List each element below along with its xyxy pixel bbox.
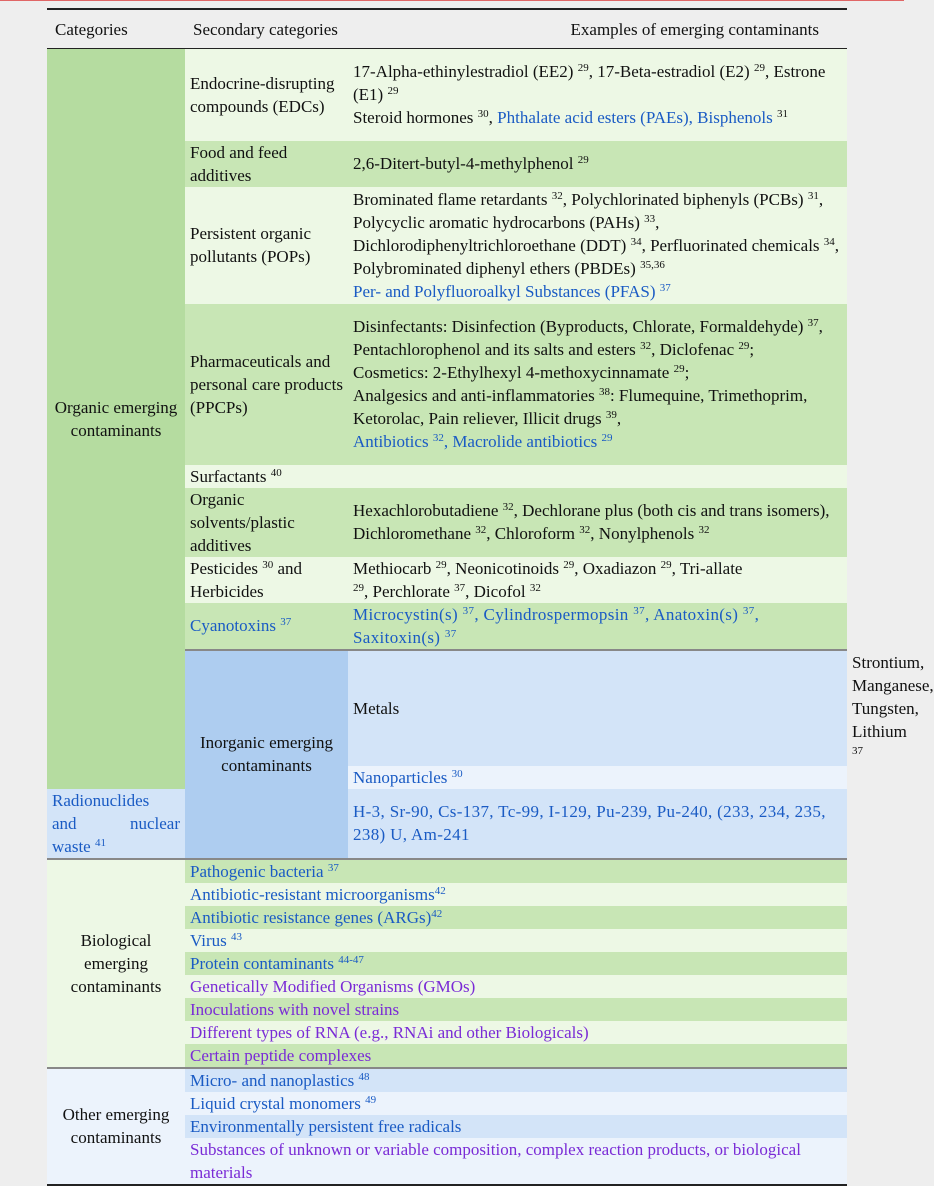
examples-solvents: Hexachlorobutadiene $^{32}$, Dechlorane plus (both cis and trans isomers), Dichloromethane $^{32}$, Chloroform $^{32}$, Nonylphenols $^{32}$ — [353, 501, 830, 543]
bio-inoculations: Inoculations with novel strains — [190, 999, 400, 1019]
examples-radionuclides: H-3, Sr-90, Cs-137, Tc-99, I-129, Pu-239, Pu-240, (233, 234, 235, 238) U, Am-241 — [353, 802, 826, 844]
category-organic: Organic emerging contaminants — [47, 49, 185, 789]
other-micro-nanoplastics: Micro- and nanoplastics $^{48}$ — [185, 1068, 847, 1092]
other-free-radicals: Environmentally persistent free radicals — [190, 1116, 462, 1136]
header-secondary-label: Secondary categories — [193, 19, 338, 39]
secondary-pops: Persistent organic pollutants (POPs) — [190, 224, 312, 266]
bio-rna-types: Different types of RNA (e.g., RNAi and other Biologicals) — [190, 1022, 589, 1042]
table-row — [47, 859, 847, 883]
bio-protein-contaminants: Protein contaminants $^{44-47}$ — [190, 953, 364, 973]
header-categories: Categories — [47, 9, 185, 49]
secondary-edcs: Endocrine-disrupting compounds (EDCs) — [190, 73, 335, 116]
bio-virus: Virus $^{43}$ — [190, 930, 243, 950]
category-inorganic: Inorganic emerging contaminants — [185, 650, 348, 859]
bio-gmos: Genetically Modified Organisms (GMOs) — [190, 976, 476, 996]
bio-pathogenic-bacteria: Pathogenic bacteria $^{37}$ — [185, 859, 847, 883]
table-row — [47, 1068, 847, 1092]
table-row: Inorganic emerging contaminants Metals Strontium, Manganese, Tungsten, Lithium $^{37}$ — [47, 650, 847, 766]
bio-peptide-complexes: Certain peptide complexes — [190, 1045, 372, 1065]
category-biological: Biological emerging contaminants — [47, 859, 185, 1068]
table-row — [47, 789, 847, 859]
category-other: Other emerging contaminants — [47, 1068, 185, 1185]
bio-antibiotic-resistant-microorganisms: Antibiotic-resistant microorganisms$^{42}$ — [190, 884, 446, 904]
secondary-surfactants: Surfactants $^{40}$ — [190, 466, 282, 486]
top-accent-line — [0, 0, 904, 1]
header-secondary — [185, 9, 847, 49]
secondary-metals: Metals — [348, 650, 847, 766]
secondary-nanoparticles: Nanoparticles $^{30}$ — [353, 767, 463, 787]
examples-food-feed: 2,6-Ditert-butyl-4-methylphenol $^{29}$ — [353, 154, 589, 173]
examples-pesticides: Methiocarb $^{29}$, Neonicotinoids $^{29}$, Oxadiazon $^{29}$, Tri-allate $^{29}$, Perchlorate $^{37}$, Dicofol $^{32}$ — [353, 558, 743, 601]
secondary-cyanotoxins: Cyanotoxins $^{37}$ — [190, 616, 292, 635]
examples-edcs: 17-Alpha-ethinylestradiol (EE2) $^{29}$, 17-Beta-estradiol (E2) $^{29}$, Estrone (E1) $^{29}$ Steroid hormones $^{30}$, Phthalate acid esters (PAEs), Bisphenols $^{31}$ — [353, 62, 826, 128]
secondary-ppcps: Pharmaceuticals and personal care products (PPCPs) — [190, 351, 343, 417]
table-row — [47, 49, 847, 141]
secondary-solvents: Organic solvents/plastic additives — [190, 489, 295, 555]
examples-ppcps: Disinfectants: Disinfection (Byproducts, Chlorate, Formaldehyde) $^{37}$, Pentachlorophenol and its salts and esters $^{32}$, Diclofenac $^{29}$; Cosmetics: 2-Ethylhexyl 4-methoxycinnamate $^{29}$; Analgesics and anti-inflammatories $^{38}$: Flumequine, Trimethoprim, Ketorolac, Pain reliever, Illicit drugs $^{39}$, Antibiotics $^{32}$, Macrolide antibiotics $^{29}$ — [353, 317, 823, 451]
secondary-pesticides: Pesticides $^{30}$ and Herbicides — [190, 558, 303, 601]
emerging-contaminants-table — [47, 8, 934, 1186]
bio-args: Antibiotic resistance genes (ARGs)$^{42}$ — [190, 907, 443, 927]
other-liquid-crystal-monomers: Liquid crystal monomers $^{49}$ — [190, 1093, 377, 1113]
secondary-radionuclides: Radionuclides and nuclear waste $^{41}$ — [52, 790, 180, 856]
header-examples: Examples of emerging contaminants — [570, 20, 820, 39]
examples-pops: Brominated flame retardants $^{32}$, Polychlorinated biphenyls (PCBs) $^{31}$, Polycyclic aromatic hydrocarbons (PAHs) $^{33}$, Dichlorodiphenyltrichloroethane (DDT) $^{34}$, Perfluorinated chemicals $^{34}$, Polybrominated diphenyl ethers (PBDEs) $^{35,36}$ Per- and Polyfluoroalkyl Substances (PFAS) $^{37}$ — [353, 189, 840, 301]
secondary-food-feed: Food and feed additives — [190, 142, 288, 185]
other-uvcb-substances: Substances of unknown or variable composition, complex reaction products, or biological materials — [190, 1139, 801, 1182]
header-row — [47, 9, 847, 49]
examples-cyanotoxins: Microcystin(s) $^{37}$, Cylindrospermopsin $^{37}$, Anatoxin(s) $^{37}$, Saxitoxin(s) $^{37}$ — [353, 604, 760, 647]
